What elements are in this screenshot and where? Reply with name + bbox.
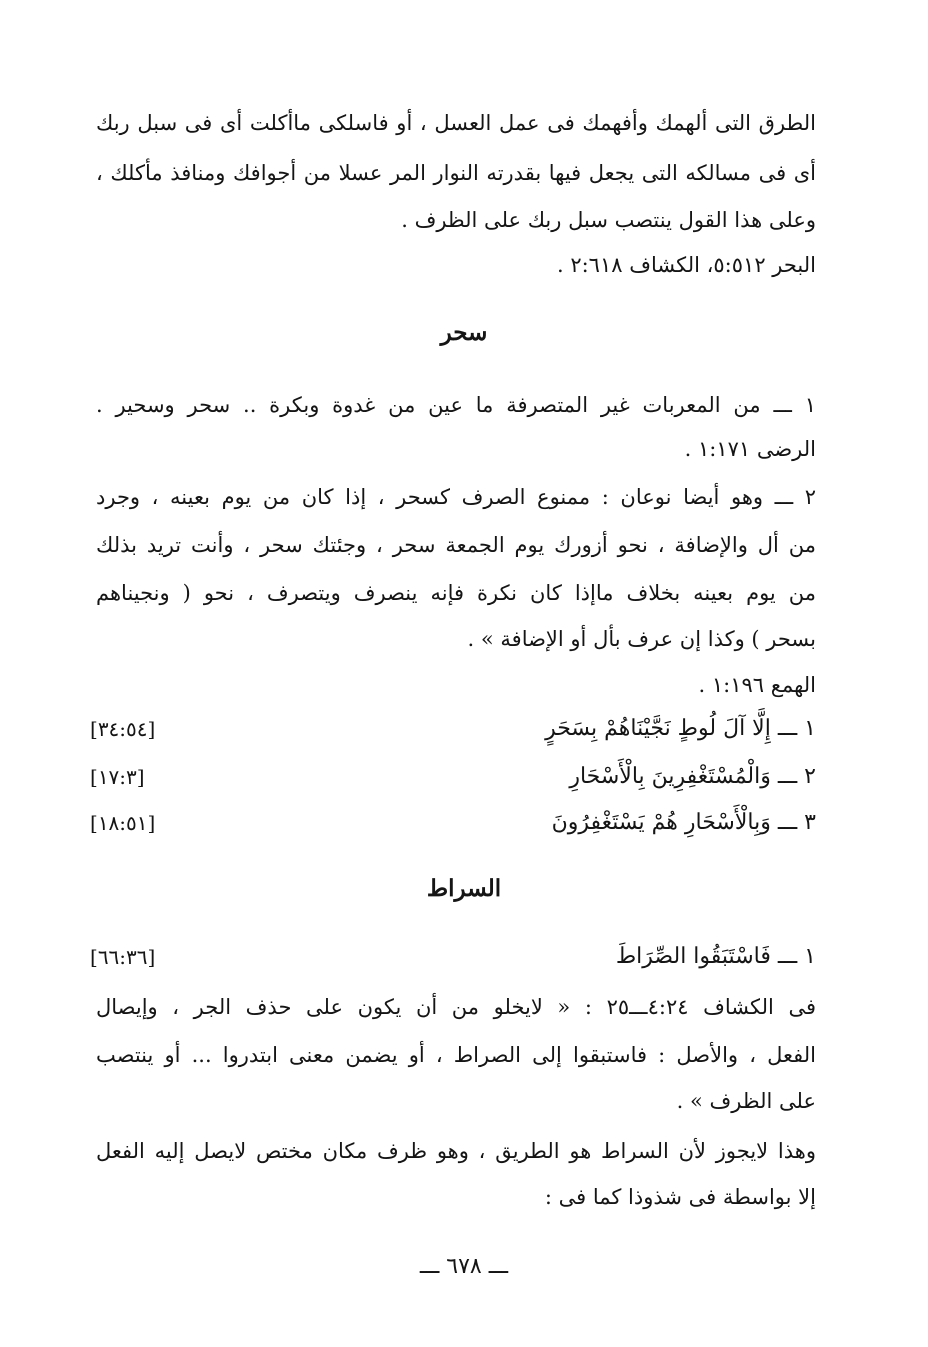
- sahar-source-1: الرضى ١:١٧١ .: [684, 437, 816, 461]
- sirat-para-2-line-2: إلا بواسطة فى شذوذا كما فى :: [544, 1185, 816, 1209]
- verse-text: ١ ـــ فَاسْتَبَقُوا الصِّرَاطَ: [615, 944, 816, 969]
- section-heading-sahar: سحر: [440, 319, 488, 346]
- verse-reference: [٣٤:٥٤]: [90, 717, 156, 741]
- intro-line-2: أى فى مسالكه التى يجعل فيها بقدرته النوار المر عسلا من أجوافك ومنافذ مأكلك ،: [96, 161, 816, 185]
- sahar-item-1: ١ ـــ من المعربات غير المتصرفة ما عين من غدوة وبكرة .. سحر وسحير .: [96, 393, 816, 417]
- verse-row: [90, 940, 816, 974]
- page-number: ـــ ٦٧٨ ـــ: [419, 1254, 509, 1279]
- sahar-item-2-line-1: ٢ ـــ وهو أيضا نوعان : ممنوع الصرف كسحر ، إذا كان من يوم بعينه ، وجرد: [96, 485, 816, 509]
- verse-row: [90, 712, 816, 746]
- verse-text: ٢ ـــ وَالْمُسْتَغْفِرِينَ بِالْأَسْحَارِ: [569, 764, 816, 789]
- sirat-para-1-line-1: فى الكشاف ٤:٢٤ـــ٢٥ : « لايخلو من أن يكون على حذف الجر ، وإيصال: [96, 995, 816, 1019]
- verse-row: [90, 760, 816, 794]
- verse-reference: [١٧:٣]: [90, 765, 145, 789]
- intro-line-3: وعلى هذا القول ينتصب سبل ربك على الظرف .: [401, 208, 816, 232]
- sahar-item-2-line-3: من يوم بعينه بخلاف ماإذا كان نكرة فإنه ينصرف ويتصرف ، نحو ( ونجيناهم: [96, 581, 816, 605]
- verse-text: ١ ـــ إِلَّا آلَ لُوطٍ نَجَّيْنَاهُمْ بِسَحَرٍ: [545, 716, 816, 741]
- intro-line-1: الطرق التى ألهمك وأفهمك فى عمل العسل ، أو فاسلكى ماأكلت أى فى سبل ربك: [96, 111, 816, 135]
- intro-source: البحر ٥:٥١٢، الكشاف ٢:٦١٨ .: [556, 253, 816, 277]
- verse-reference: [٦٦:٣٦]: [90, 945, 156, 969]
- sahar-source-2: الهمع ١:١٩٦ .: [698, 673, 816, 697]
- sirat-para-1-line-2: الفعل ، والأصل : فاستبقوا إلى الصراط ، أو يضمن معنى ابتدروا ... أو ينتصب: [96, 1043, 816, 1067]
- sahar-item-2-line-4: بسحر ) وكذا إن عرف بأل أو الإضافة » .: [467, 627, 816, 651]
- sahar-item-2-line-2: من أل والإضافة ، نحو أزورك يوم الجمعة سحر ، وجئتك سحر ، وأنت تريد بذلك: [96, 533, 816, 557]
- sirat-para-1-line-3: على الظرف » .: [676, 1089, 816, 1113]
- section-heading-sirat: السراط: [426, 875, 502, 902]
- verse-reference: [١٨:٥١]: [90, 811, 156, 835]
- sirat-para-2-line-1: وهذا لايجوز لأن السراط هو الطريق ، وهو ظرف مكان مختص لايصل إليه الفعل: [96, 1139, 816, 1163]
- verse-row: [90, 806, 816, 840]
- verse-text: ٣ ـــ وَبِالْأَسْحَارِ هُمْ يَسْتَغْفِرُونَ: [551, 810, 816, 835]
